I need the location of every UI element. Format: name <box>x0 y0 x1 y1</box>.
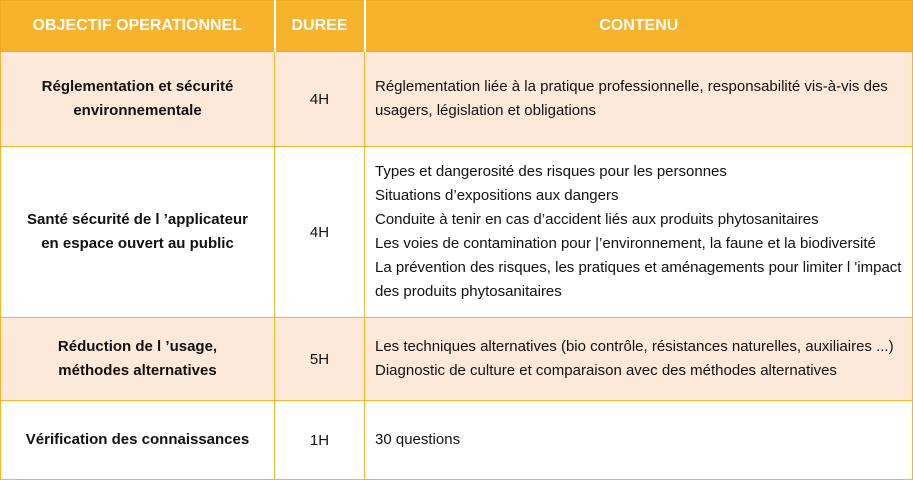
duration-cell: 1H <box>275 401 365 480</box>
header-objective: OBJECTIF OPERATIONNEL <box>1 1 275 52</box>
table-row <box>1 318 913 401</box>
content-text: Diagnostic de culture et comparaison avec des méthodes alternatives <box>375 362 837 379</box>
duration-cell: 4H <box>275 52 365 147</box>
header-duration: DUREE <box>275 1 365 52</box>
duration-cell: 5H <box>275 318 365 401</box>
objective-text: Santé sécurité de l ’applicateur <box>27 211 248 228</box>
header-content: CONTENU <box>365 1 913 52</box>
objective-text: Réglementation et sécurité <box>41 78 234 95</box>
content-text: Conduite à tenir en cas d’accident liés aux produits phytosanitaires <box>375 211 819 228</box>
content-text: Les techniques alternatives (bio contrôle, résistances naturelles, auxiliaires ...) <box>375 338 894 355</box>
table-row <box>1 52 913 147</box>
content-text: La prévention des risques, les pratiques et aménagements pour limiter l 'impact des produits phytosanitaires <box>375 259 902 300</box>
content-text: Types et dangerosité des risques pour les personnes <box>375 163 727 180</box>
table-row <box>1 147 913 318</box>
objective-text: environnementale <box>73 102 202 119</box>
content-cell <box>365 401 913 480</box>
objective-text: méthodes alternatives <box>58 362 217 379</box>
duration-cell: 4H <box>275 147 365 318</box>
objective-cell <box>1 52 275 147</box>
objective-cell <box>1 318 275 401</box>
table-row <box>1 401 913 480</box>
objective-cell <box>1 147 275 318</box>
objective-text: Réduction de l ’usage, <box>57 338 218 355</box>
content-cell <box>365 147 913 318</box>
content-text: Situations d’expositions aux dangers <box>375 187 619 204</box>
objective-text: Vérification des connaissances <box>25 431 250 448</box>
header-row <box>1 1 913 52</box>
content-cell <box>365 52 913 147</box>
objective-cell <box>1 401 275 480</box>
content-cell <box>365 318 913 401</box>
content-text: Les voies de contamination pour |’environnement, la faune et la biodiversité <box>375 235 876 252</box>
content-text: 30 questions <box>375 431 461 448</box>
content-text: Réglementation liée à la pratique professionnelle, responsabilité vis-à-vis des usagers, législation et obligations <box>375 78 888 119</box>
objective-text: en espace ouvert au public <box>41 235 234 252</box>
